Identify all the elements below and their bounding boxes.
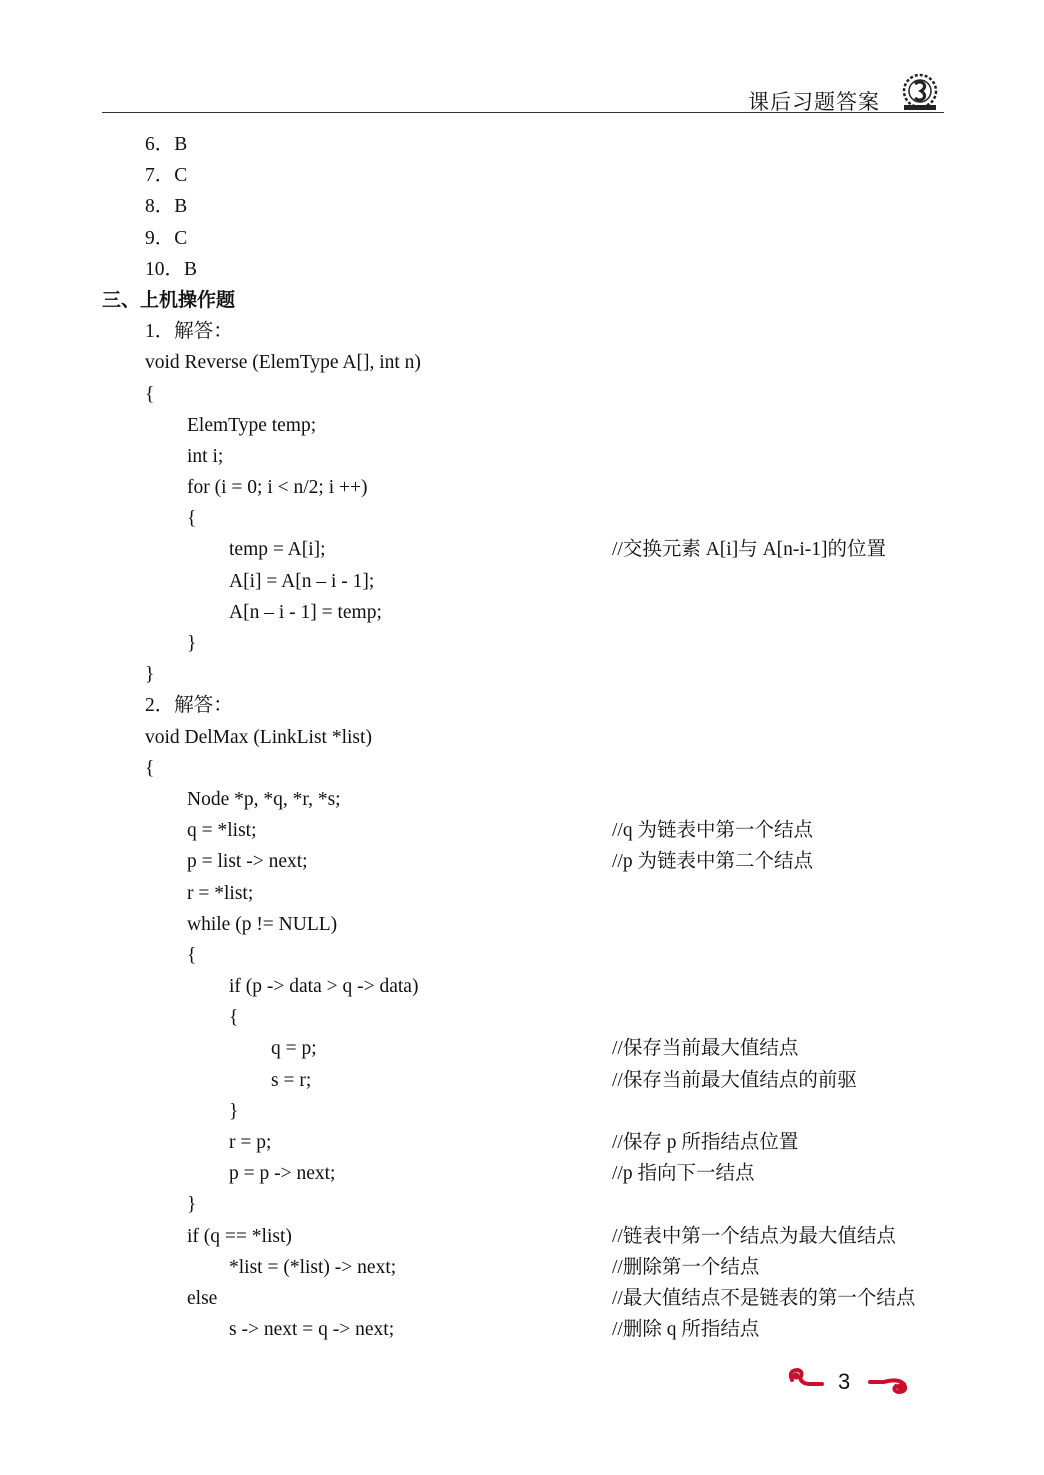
text-line bbox=[0, 254, 1044, 285]
text-line bbox=[0, 690, 1044, 721]
code-text: void DelMax (LinkList *list) bbox=[145, 726, 372, 748]
code-text: while (p != NULL) bbox=[187, 913, 338, 935]
text-line bbox=[0, 379, 1044, 410]
code-comment: //保存当前最大值结点 bbox=[612, 1038, 799, 1060]
code-comment: //交换元素 A[i]与 A[n-i-1]的位置 bbox=[612, 539, 887, 561]
code-text: ElemType temp; bbox=[187, 414, 317, 436]
text-line bbox=[0, 1127, 1044, 1158]
code-text: 8．B bbox=[145, 196, 188, 218]
text-line bbox=[0, 1252, 1044, 1283]
code-text: s = r; bbox=[271, 1069, 312, 1091]
code-text: { bbox=[187, 944, 197, 966]
text-line bbox=[0, 1065, 1044, 1096]
text-line bbox=[0, 815, 1044, 846]
header-rule bbox=[102, 112, 944, 113]
text-line bbox=[0, 441, 1044, 472]
code-text: else bbox=[187, 1287, 218, 1309]
text-line bbox=[0, 503, 1044, 534]
page-number: 3 bbox=[838, 1369, 851, 1394]
text-line bbox=[0, 347, 1044, 378]
text-line bbox=[0, 909, 1044, 940]
code-text: { bbox=[145, 757, 155, 779]
text-line bbox=[0, 722, 1044, 753]
text-line bbox=[0, 659, 1044, 690]
code-text: 9．C bbox=[145, 227, 188, 249]
text-line bbox=[0, 1221, 1044, 1252]
code-text: 10．B bbox=[145, 258, 198, 280]
code-text: } bbox=[229, 1100, 239, 1122]
code-comment: //p 为链表中第二个结点 bbox=[612, 851, 813, 873]
text-line bbox=[0, 878, 1044, 909]
text-line bbox=[0, 1158, 1044, 1189]
header-title: 课后习题答案 bbox=[748, 90, 880, 114]
code-text: { bbox=[229, 1007, 239, 1029]
text-line bbox=[0, 410, 1044, 441]
text-line bbox=[0, 846, 1044, 877]
text-line bbox=[0, 223, 1044, 254]
text-line bbox=[0, 784, 1044, 815]
text-line bbox=[0, 129, 1044, 160]
text-line bbox=[0, 1283, 1044, 1314]
code-text: { bbox=[187, 508, 197, 530]
code-text: q = p; bbox=[271, 1038, 317, 1060]
code-text: 6．B bbox=[145, 134, 188, 155]
code-comment: //保存 p 所指结点位置 bbox=[612, 1132, 799, 1153]
text-line bbox=[0, 191, 1044, 222]
text-line bbox=[0, 1033, 1044, 1064]
code-comment: //p 指向下一结点 bbox=[612, 1163, 755, 1185]
text-line bbox=[0, 753, 1044, 784]
code-text: if (q == *list) bbox=[187, 1225, 292, 1247]
code-text: r = p; bbox=[229, 1132, 272, 1153]
publisher-logo-icon bbox=[896, 72, 944, 112]
code-text: *list = (*list) -> next; bbox=[229, 1256, 397, 1278]
code-text: s -> next = q -> next; bbox=[229, 1319, 395, 1341]
text-line bbox=[0, 628, 1044, 659]
code-text: 1．解答： bbox=[145, 321, 233, 343]
text-line bbox=[0, 316, 1044, 347]
code-comment: //保存当前最大值结点的前驱 bbox=[612, 1069, 857, 1091]
text-line bbox=[0, 1189, 1044, 1220]
code-comment: //删除 q 所指结点 bbox=[612, 1319, 760, 1341]
text-line bbox=[0, 940, 1044, 971]
text-line bbox=[0, 566, 1044, 597]
code-text: A[i] = A[n – i - 1]; bbox=[229, 570, 375, 592]
code-comment: //链表中第一个结点为最大值结点 bbox=[612, 1225, 896, 1247]
code-text: r = *list; bbox=[187, 882, 254, 904]
code-text: } bbox=[187, 633, 197, 654]
code-text: temp = A[i]; bbox=[229, 539, 326, 561]
code-text: q = *list; bbox=[187, 820, 257, 842]
answer-content bbox=[0, 129, 1044, 1345]
code-text: p = p -> next; bbox=[229, 1163, 336, 1185]
code-text: for (i = 0; i < n/2; i ++) bbox=[187, 477, 368, 499]
code-text: 2．解答： bbox=[145, 695, 233, 717]
code-text: A[n – i - 1] = temp; bbox=[229, 601, 382, 623]
text-line bbox=[0, 472, 1044, 503]
text-line bbox=[0, 971, 1044, 1002]
code-text: } bbox=[187, 1194, 197, 1216]
code-comment: //最大值结点不是链表的第一个结点 bbox=[612, 1287, 916, 1309]
text-line bbox=[0, 160, 1044, 191]
code-text: } bbox=[145, 664, 155, 686]
code-text: p = list -> next; bbox=[187, 851, 308, 873]
code-text: { bbox=[145, 383, 155, 405]
text-line bbox=[0, 1314, 1044, 1345]
section-heading bbox=[0, 285, 1044, 316]
code-text: if (p -> data > q -> data) bbox=[229, 976, 419, 998]
text-line bbox=[0, 597, 1044, 628]
text-line bbox=[0, 1002, 1044, 1033]
section-heading-text: 三、上机操作题 bbox=[102, 288, 236, 311]
code-text: 7．C bbox=[145, 165, 188, 187]
code-comment: //删除第一个结点 bbox=[612, 1256, 760, 1278]
code-text: void Reverse (ElemType A[], int n) bbox=[145, 352, 421, 374]
code-comment: //q 为链表中第一个结点 bbox=[612, 820, 813, 842]
code-text: int i; bbox=[187, 445, 224, 467]
text-line bbox=[0, 534, 1044, 565]
code-text: Node *p, *q, *r, *s; bbox=[187, 788, 341, 810]
text-line bbox=[0, 1096, 1044, 1127]
